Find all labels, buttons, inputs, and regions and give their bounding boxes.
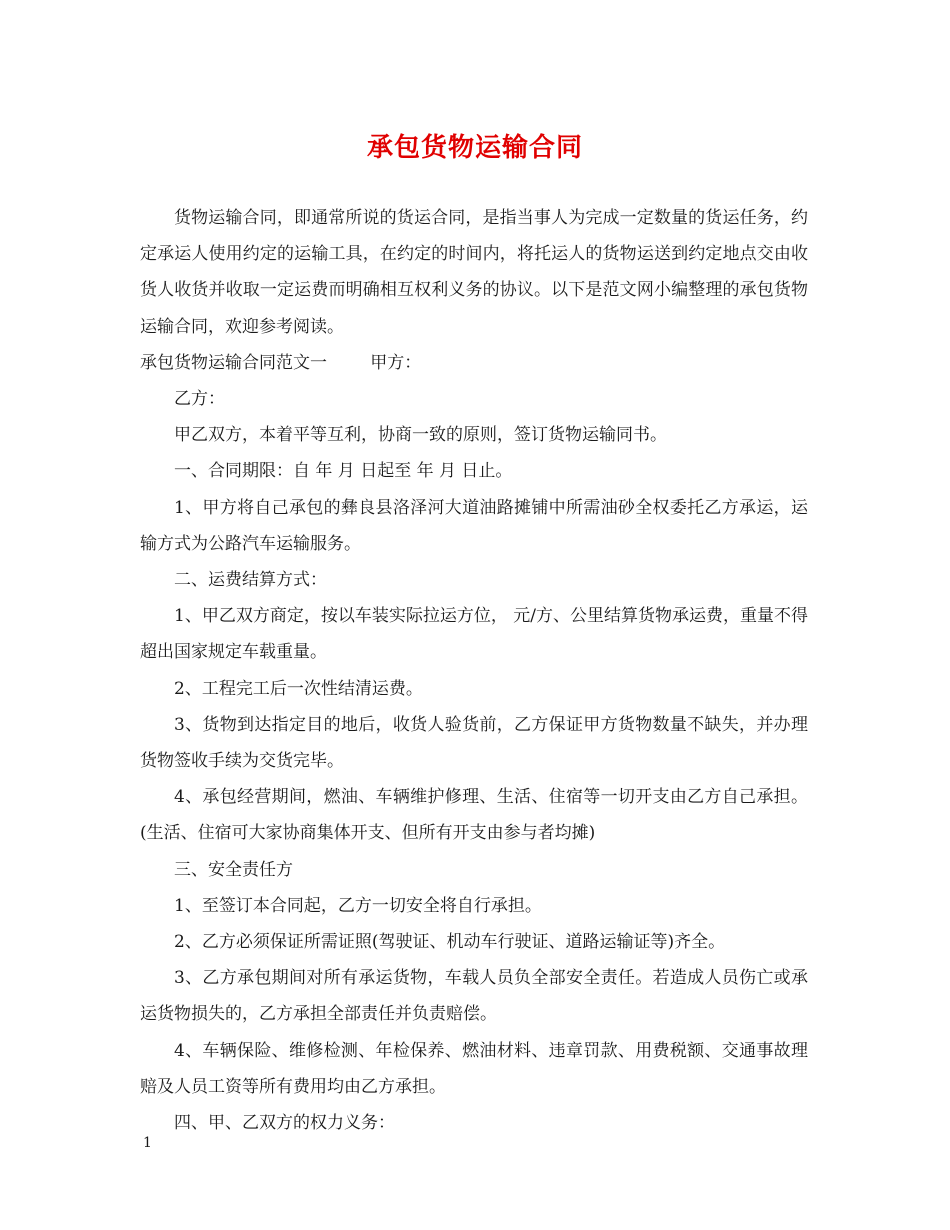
paragraph-clause: 3、乙方承包期间对所有承运货物，车载人员负全部安全责任。若造成人员伤亡或承运货物损失的，乙方承担全部责任并负责赔偿。 — [140, 968, 808, 1025]
paragraph-section-2: 二、运费结算方式： — [174, 570, 327, 591]
paragraph-clause: 2、乙方必须保证所需证照(驾驶证、机动车行驶证、道路运输证等)齐全。 — [174, 932, 726, 953]
paragraph-clause: 1、甲方将自己承包的彝良县洛泽河大道油路摊铺中所需油砂全权委托乙方承运，运输方式为公路汽车运输服务。 — [140, 497, 808, 554]
paragraph-party-b: 乙方： — [174, 389, 225, 410]
paragraph-preamble: 甲乙双方，本着平等互利，协商一致的原则，签订货物运输同书。 — [174, 425, 667, 446]
paragraph-section-3: 三、安全责任方 — [174, 859, 293, 880]
paragraph-clause: 1、至签订本合同起，乙方一切安全将自行承担。 — [174, 895, 542, 916]
paragraph-clause: 4、承包经营期间，燃油、车辆维护修理、生活、住宿等一切开支由乙方自己承担。(生活、住宿可大家协商集体开支、但所有开支由参与者均摊) — [140, 787, 808, 844]
paragraph-heading-sample-one: 承包货物运输合同范文一 甲方： — [140, 352, 422, 373]
document-title: 承包货物运输合同 — [366, 133, 583, 163]
document-body — [140, 200, 808, 1141]
paragraph-section-4: 四、甲、乙双方的权力义务： — [174, 1113, 395, 1134]
paragraph-clause: 2、工程完工后一次性结清运费。 — [174, 678, 423, 699]
paragraph-clause: 1、甲乙双方商定，按以车装实际拉运方位， 元/方、公里结算货物承运费，重量不得超出国家规定车载重量。 — [140, 606, 808, 663]
paragraph-section-1: 一、合同期限：自 年 月 日起至 年 月 日止。 — [174, 461, 513, 482]
page-number: 1 — [143, 1135, 152, 1151]
paragraph-intro: 货物运输合同，即通常所说的货运合同，是指当事人为完成一定数量的货运任务，约定承运人使用约定的运输工具，在约定的时间内，将托运人的货物运送到约定地点交由收货人收货并收取一定运费而明确相互权利义务的协议。以下是范文网小编整理的承包货物运输合同，欢迎参考阅读。 — [140, 208, 808, 337]
paragraph-clause: 4、车辆保险、维修检测、年检保养、燃油材料、违章罚款、用费税额、交通事故理赔及人员工资等所有费用均由乙方承担。 — [140, 1040, 808, 1097]
paragraph-clause: 3、货物到达指定目的地后，收货人验货前，乙方保证甲方货物数量不缺失，并办理货物签收手续为交货完毕。 — [140, 714, 808, 772]
